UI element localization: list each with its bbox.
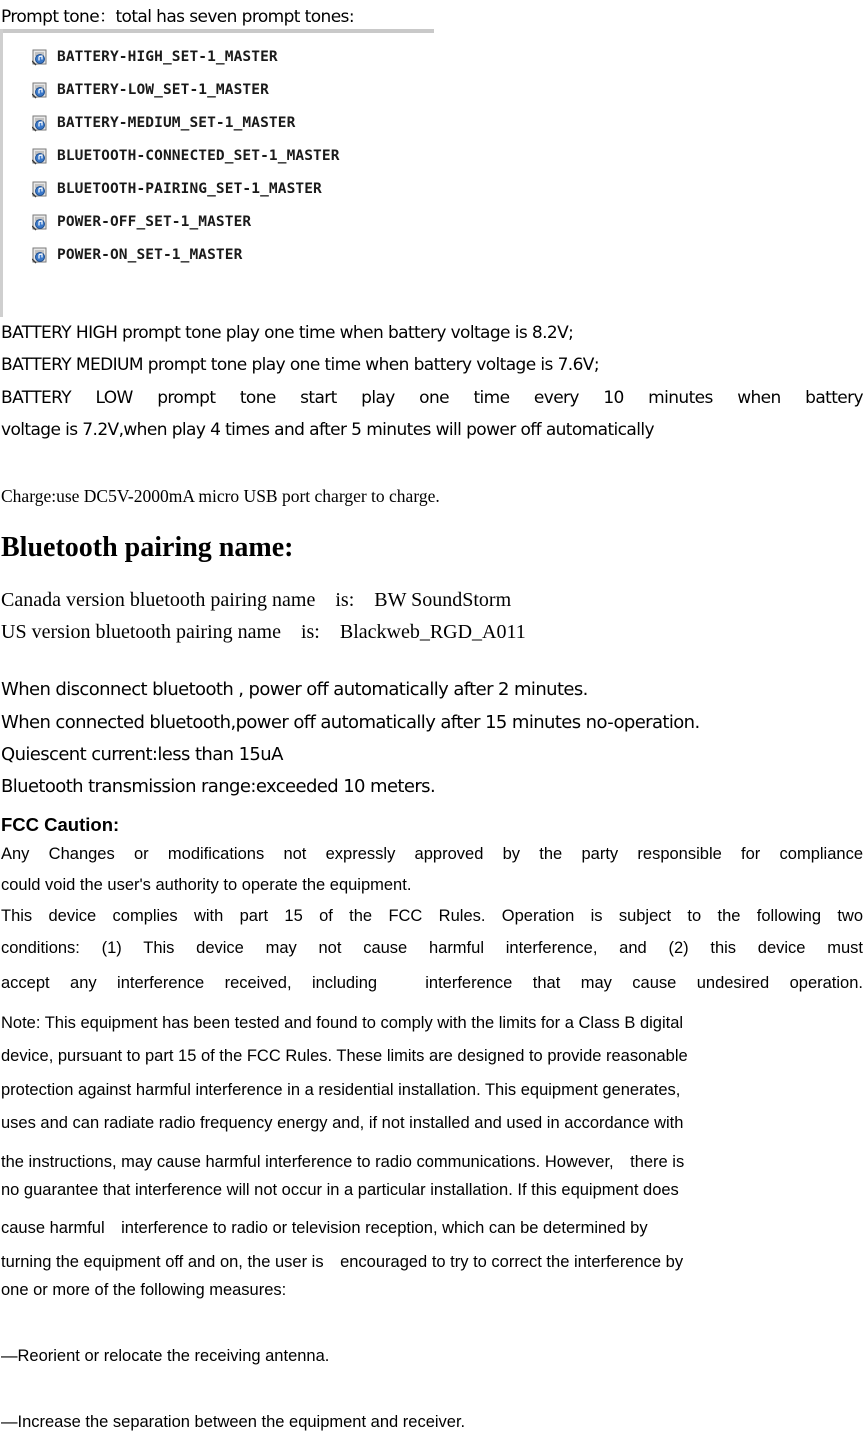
fcc-note-line2: device, pursuant to part 15 of the FCC Rules. These limits are designed to provide reasonable: [1, 1047, 688, 1065]
fcc-note-line9: one or more of the following measures:: [1, 1281, 287, 1299]
file-name: BLUETOOTH-CONNECTED_SET-1_MASTER: [57, 148, 340, 164]
spec-disconnect: When disconnect bluetooth , power off automatically after 2 minutes.: [1, 679, 588, 700]
fcc-title: FCC Caution:: [1, 814, 120, 835]
pairing-us: US version bluetooth pairing name is: Blackweb_RGD_A011: [1, 621, 526, 643]
fcc-p1-line2: could void the user's authority to operate the equipment.: [1, 876, 412, 894]
fcc-p2-line1: This device complies with part 15 of the FCC Rules. Operation is subject to the following two: [1, 907, 863, 925]
audio-file-icon: [32, 246, 50, 264]
battery-low-text-line1: BATTERY LOW prompt tone start play one time every 10 minutes when battery: [1, 388, 863, 408]
pairing-canada: Canada version bluetooth pairing name is: BW SoundStorm: [1, 589, 512, 611]
battery-high-text: BATTERY HIGH prompt tone play one time when battery voltage is 8.2V;: [1, 323, 574, 343]
battery-medium-text: BATTERY MEDIUM prompt tone play one time when battery voltage is 7.6V;: [1, 355, 599, 375]
fcc-note-line1: Note: This equipment has been tested and found to comply with the limits for a Class B digital: [1, 1014, 684, 1032]
file-list-item[interactable]: [32, 47, 278, 67]
fcc-note-line3: protection against harmful interference in a residential installation. This equipment generates,: [1, 1081, 681, 1099]
file-list-item[interactable]: [32, 212, 251, 232]
spec-current: Quiescent current:less than 15uA: [1, 744, 283, 765]
fcc-note-line6: no guarantee that interference will not occur in a particular installation. If this equipment does: [1, 1181, 679, 1199]
audio-file-icon: [32, 180, 50, 198]
fcc-p2-line2: conditions: (1) This device may not cause harmful interference, and (2) this device must: [1, 939, 863, 957]
audio-file-icon: [32, 147, 50, 165]
pairing-heading: Bluetooth pairing name:: [1, 532, 294, 563]
file-name: BATTERY-LOW_SET-1_MASTER: [57, 82, 269, 98]
fcc-p1-line1: Any Changes or modifications not expressly approved by the party responsible for compliance: [1, 845, 863, 863]
fcc-note-line4: uses and can radiate radio frequency energy and, if not installed and used in accordance with: [1, 1114, 684, 1132]
fcc-p2-line3: accept any interference received, including interference that may cause undesired operation.: [1, 974, 863, 992]
panel-top-border: [0, 29, 434, 33]
file-name: BATTERY-HIGH_SET-1_MASTER: [57, 49, 278, 65]
spec-connected: When connected bluetooth,power off automatically after 15 minutes no-operation.: [1, 712, 700, 733]
file-list-item[interactable]: [32, 146, 340, 166]
battery-low-text-line2: voltage is 7.2V,when play 4 times and after 5 minutes will power off automatically: [1, 420, 654, 440]
file-list-item[interactable]: [32, 179, 322, 199]
audio-file-icon: [32, 48, 50, 66]
intro-text: Prompt tone：total has seven prompt tones:: [1, 7, 354, 27]
spec-range: Bluetooth transmission range:exceeded 10 meters.: [1, 776, 436, 797]
fcc-note-line8: turning the equipment off and on, the user is encouraged to try to correct the interference by: [1, 1253, 684, 1271]
file-name: BATTERY-MEDIUM_SET-1_MASTER: [57, 115, 296, 131]
file-name: POWER-ON_SET-1_MASTER: [57, 247, 243, 263]
fcc-note-line5: the instructions, may cause harmful interference to radio communications. However, there is: [1, 1153, 685, 1171]
panel-left-border: [0, 29, 3, 317]
file-list-panel: [0, 29, 434, 317]
fcc-note-line7: cause harmful interference to radio or television reception, which can be determined by: [1, 1219, 648, 1237]
file-list-item[interactable]: [32, 113, 295, 133]
audio-file-icon: [32, 114, 50, 132]
file-list-item[interactable]: [32, 245, 242, 265]
fcc-measure-1: —Reorient or relocate the receiving antenna.: [1, 1347, 330, 1365]
audio-file-icon: [32, 81, 50, 99]
charge-text: Charge:use DC5V-2000mA micro USB port charger to charge.: [1, 486, 440, 506]
audio-file-icon: [32, 213, 50, 231]
file-list-item[interactable]: [32, 80, 269, 100]
fcc-measure-2: —Increase the separation between the equipment and receiver.: [1, 1413, 466, 1431]
file-name: POWER-OFF_SET-1_MASTER: [57, 214, 252, 230]
file-name: BLUETOOTH-PAIRING_SET-1_MASTER: [57, 181, 322, 197]
